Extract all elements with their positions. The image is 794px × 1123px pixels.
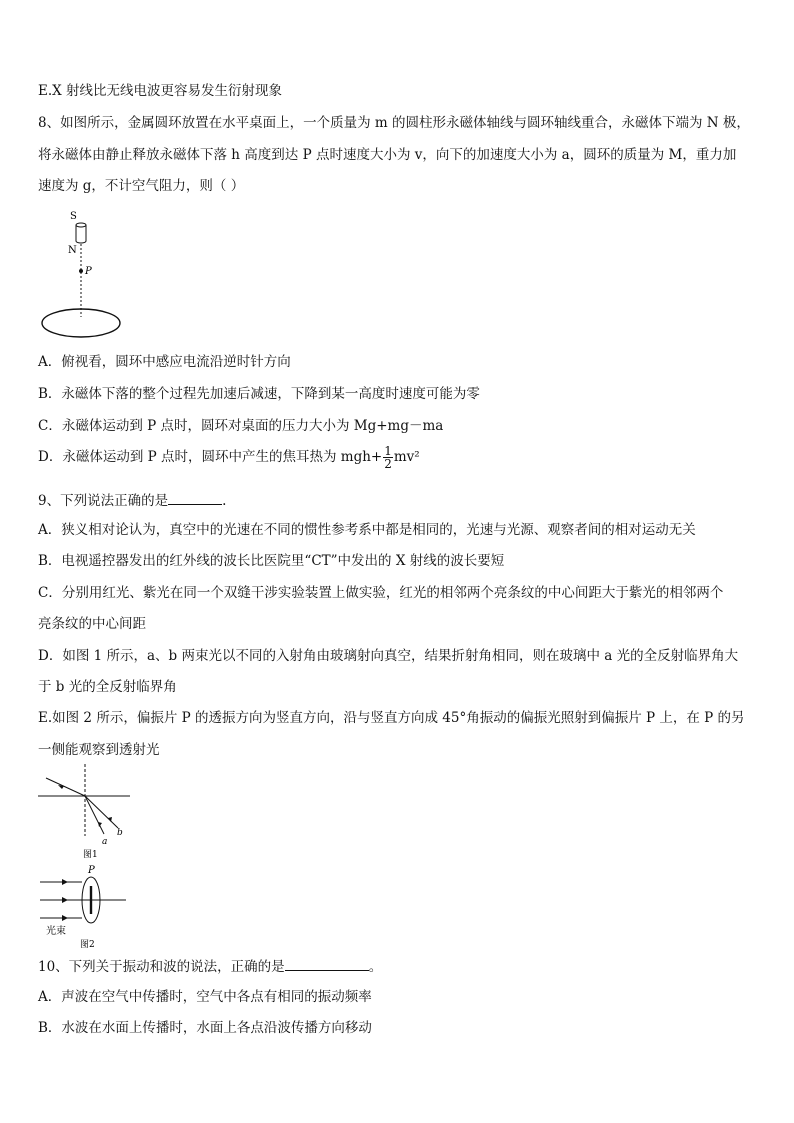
q10-answer-blank <box>285 956 369 971</box>
q9-fig1-label-a: a <box>102 837 108 847</box>
q8-option-d-text: D．永磁体运动到 P 点时，圆环中产生的焦耳热为 mgh+ <box>38 449 383 465</box>
fraction-numerator: 1 <box>384 444 392 458</box>
q8-magnet-ring-figure <box>36 205 126 345</box>
q9-option-e-line-2: 一侧能观察到透射光 <box>38 742 160 758</box>
q8-option-d-tail: mv² <box>393 449 420 465</box>
q8-stem-line-3: 速度为 g，不计空气阻力，则（ ） <box>38 178 245 194</box>
q8-option-b: B．永磁体下落的整个过程先加速后减速，下降到某一高度时速度可能为零 <box>38 386 480 402</box>
q10-option-a: A．声波在空气中传播时，空气中各点有相同的振动频率 <box>38 989 372 1005</box>
q9-fig2-label-p: P <box>88 865 95 876</box>
q9-stem <box>38 490 226 510</box>
q8-option-d-fraction <box>383 445 393 470</box>
q9-stem-end: . <box>222 493 227 509</box>
q9-option-a: A．狭义相对论认为，真空中的光速在不同的惯性参考系中都是相同的，光速与光源、观察者间的相对运动无关 <box>38 522 696 538</box>
q8-option-d <box>38 445 420 470</box>
q9-answer-blank <box>168 490 222 505</box>
q9-option-b: B．电视遥控器发出的红外线的波长比医院里“CT”中发出的 X 射线的波长要短 <box>38 553 505 569</box>
q10-option-b: B．水波在水面上传播时，水面上各点沿波传播方向移动 <box>38 1020 372 1036</box>
q8-label-s: S <box>70 211 77 222</box>
q9-stem-text: 9、下列说法正确的是 <box>38 493 169 509</box>
q9-option-d-line-1: D．如图 1 所示，a、b 两束光以不同的入射角由玻璃射向真空，结果折射角相同，则在玻璃中 a 光的全反射临界角大 <box>38 648 739 664</box>
q8-option-a: A．俯视看，圆环中感应电流沿逆时针方向 <box>38 354 291 370</box>
q9-fig2-label-beam: 光束 <box>46 926 66 937</box>
q8-stem-line-2: 将永磁体由静止释放永磁体下落 h 高度到达 P 点时速度大小为 v，向下的加速度大小为 a，圆环的质量为 M，重力加 <box>38 147 737 163</box>
q8-stem-line-1: 8、如图所示，金属圆环放置在水平桌面上，一个质量为 m 的圆柱形永磁体轴线与圆环轴线重合，永磁体下端为 N 极， <box>38 115 750 131</box>
q8-label-n: N <box>68 245 77 256</box>
q9-fig1-label-b: b <box>117 828 123 838</box>
fraction-denominator: 2 <box>384 457 392 471</box>
q9-figure-2-polarizer <box>36 862 136 950</box>
q9-fig2-caption: 图2 <box>80 940 95 950</box>
q9-option-c-line-2: 亮条纹的中心间距 <box>38 616 146 632</box>
q10-stem-text: 10、下列关于振动和波的说法，正确的是 <box>38 959 285 975</box>
q10-stem <box>38 956 382 976</box>
q10-stem-end: 。 <box>368 959 383 975</box>
q8-option-c: C．永磁体运动到 P 点时，圆环对桌面的压力大小为 Mg+mg－ma <box>38 418 444 434</box>
q9-option-d-line-2: 于 b 光的全反射临界角 <box>38 679 177 695</box>
q9-option-c-line-1: C．分别用红光、紫光在同一个双缝干涉实验装置上做实验，红光的相邻两个亮条纹的中心间距大于紫光的相邻两个 <box>38 585 724 601</box>
q7-option-e: E.X 射线比无线电波更容易发生衍射现象 <box>38 83 283 99</box>
q9-fig1-caption: 图1 <box>83 850 98 860</box>
q8-label-p: P <box>85 266 92 277</box>
q9-option-e-line-1: E.如图 2 所示，偏振片 P 的透振方向为竖直方向，沿与竖直方向成 45°角振动的偏振光照射到偏振片 P 上，在 P 的另 <box>38 710 745 726</box>
q9-figure-1-refraction <box>36 762 136 860</box>
